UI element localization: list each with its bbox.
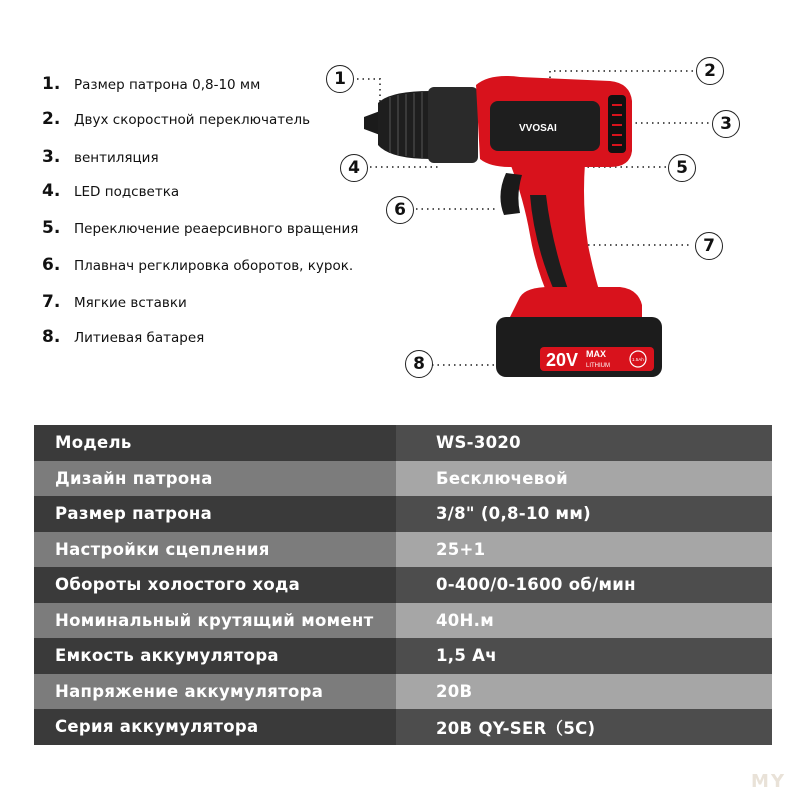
spec-key: Напряжение аккумулятора	[34, 674, 396, 710]
spec-row	[34, 674, 772, 710]
feature-number: 4.	[42, 181, 61, 201]
spec-value: 3/8" (0,8-10 мм)	[396, 496, 772, 532]
battery-type-label: LITHIUM	[586, 363, 610, 369]
spec-key: Номинальный крутящий момент	[34, 603, 396, 639]
brand-label: VVOSAI	[519, 123, 557, 134]
feature-text: LED подсветка	[74, 184, 180, 200]
drill-illustration	[320, 55, 760, 395]
callout-1: 1	[326, 65, 354, 93]
spec-key: Обороты холостого хода	[34, 567, 396, 603]
spec-row	[34, 567, 772, 603]
feature-text: вентиляция	[74, 150, 159, 166]
spec-value: 1,5 Ач	[396, 638, 772, 674]
feature-item	[42, 74, 260, 94]
trigger	[500, 173, 522, 215]
feature-text: Размер патрона 0,8-10 мм	[74, 77, 261, 93]
feature-number: 5.	[42, 218, 61, 238]
spec-row	[34, 603, 772, 639]
feature-text: Литиевая батарея	[74, 330, 205, 346]
feature-number: 3.	[42, 147, 61, 167]
feature-item	[42, 292, 187, 312]
feature-item	[42, 255, 353, 275]
callout-6: 6	[386, 196, 414, 224]
spec-row	[34, 638, 772, 674]
spec-row	[34, 496, 772, 532]
feature-number: 2.	[42, 109, 61, 129]
feature-item	[42, 218, 358, 238]
spec-value: 0-400/0-1600 об/мин	[396, 567, 772, 603]
spec-value: 20В	[396, 674, 772, 710]
spec-row	[34, 532, 772, 568]
battery-max-label: MAX	[586, 349, 606, 359]
battery-voltage-label: 20V	[546, 350, 579, 370]
spec-row	[34, 425, 772, 461]
callout-2: 2	[696, 57, 724, 85]
spec-key: Серия аккумулятора	[34, 709, 396, 745]
callout-7: 7	[695, 232, 723, 260]
feature-number: 1.	[42, 74, 61, 94]
drill-image	[320, 55, 760, 395]
drill-bit	[364, 111, 380, 135]
callout-4: 4	[340, 154, 368, 182]
specifications-table	[34, 425, 772, 745]
spec-key: Дизайн патрона	[34, 461, 396, 497]
feature-text: Мягкие вставки	[74, 295, 187, 311]
spec-key: Модель	[34, 425, 396, 461]
feature-text: Плавнач регклировка оборотов, курок.	[74, 258, 354, 274]
feature-text: Переключение реаерсивного вращения	[74, 221, 359, 237]
spec-key: Размер патрона	[34, 496, 396, 532]
spec-key: Настройки сцепления	[34, 532, 396, 568]
callout-5: 5	[668, 154, 696, 182]
watermark: MY	[751, 771, 786, 792]
callout-8: 8	[405, 350, 433, 378]
spec-value: WS-3020	[396, 425, 772, 461]
spec-value: 25+1	[396, 532, 772, 568]
spec-row	[34, 709, 772, 745]
spec-row	[34, 461, 772, 497]
feature-item	[42, 327, 204, 347]
spec-value: 40Н.м	[396, 603, 772, 639]
spec-key: Емкость аккумулятора	[34, 638, 396, 674]
feature-number: 6.	[42, 255, 61, 275]
feature-number: 7.	[42, 292, 61, 312]
feature-number: 8.	[42, 327, 61, 347]
battery-capacity-label: 1.5Ah	[632, 357, 644, 362]
callout-3: 3	[712, 110, 740, 138]
clutch-ring	[428, 87, 478, 163]
feature-text: Двух скоростной переключатель	[74, 112, 311, 128]
spec-value: Бесключевой	[396, 461, 772, 497]
feature-item	[42, 181, 179, 201]
spec-value: 20В QY-SER（5C)	[396, 709, 772, 745]
feature-item	[42, 147, 159, 167]
feature-item	[42, 109, 310, 129]
